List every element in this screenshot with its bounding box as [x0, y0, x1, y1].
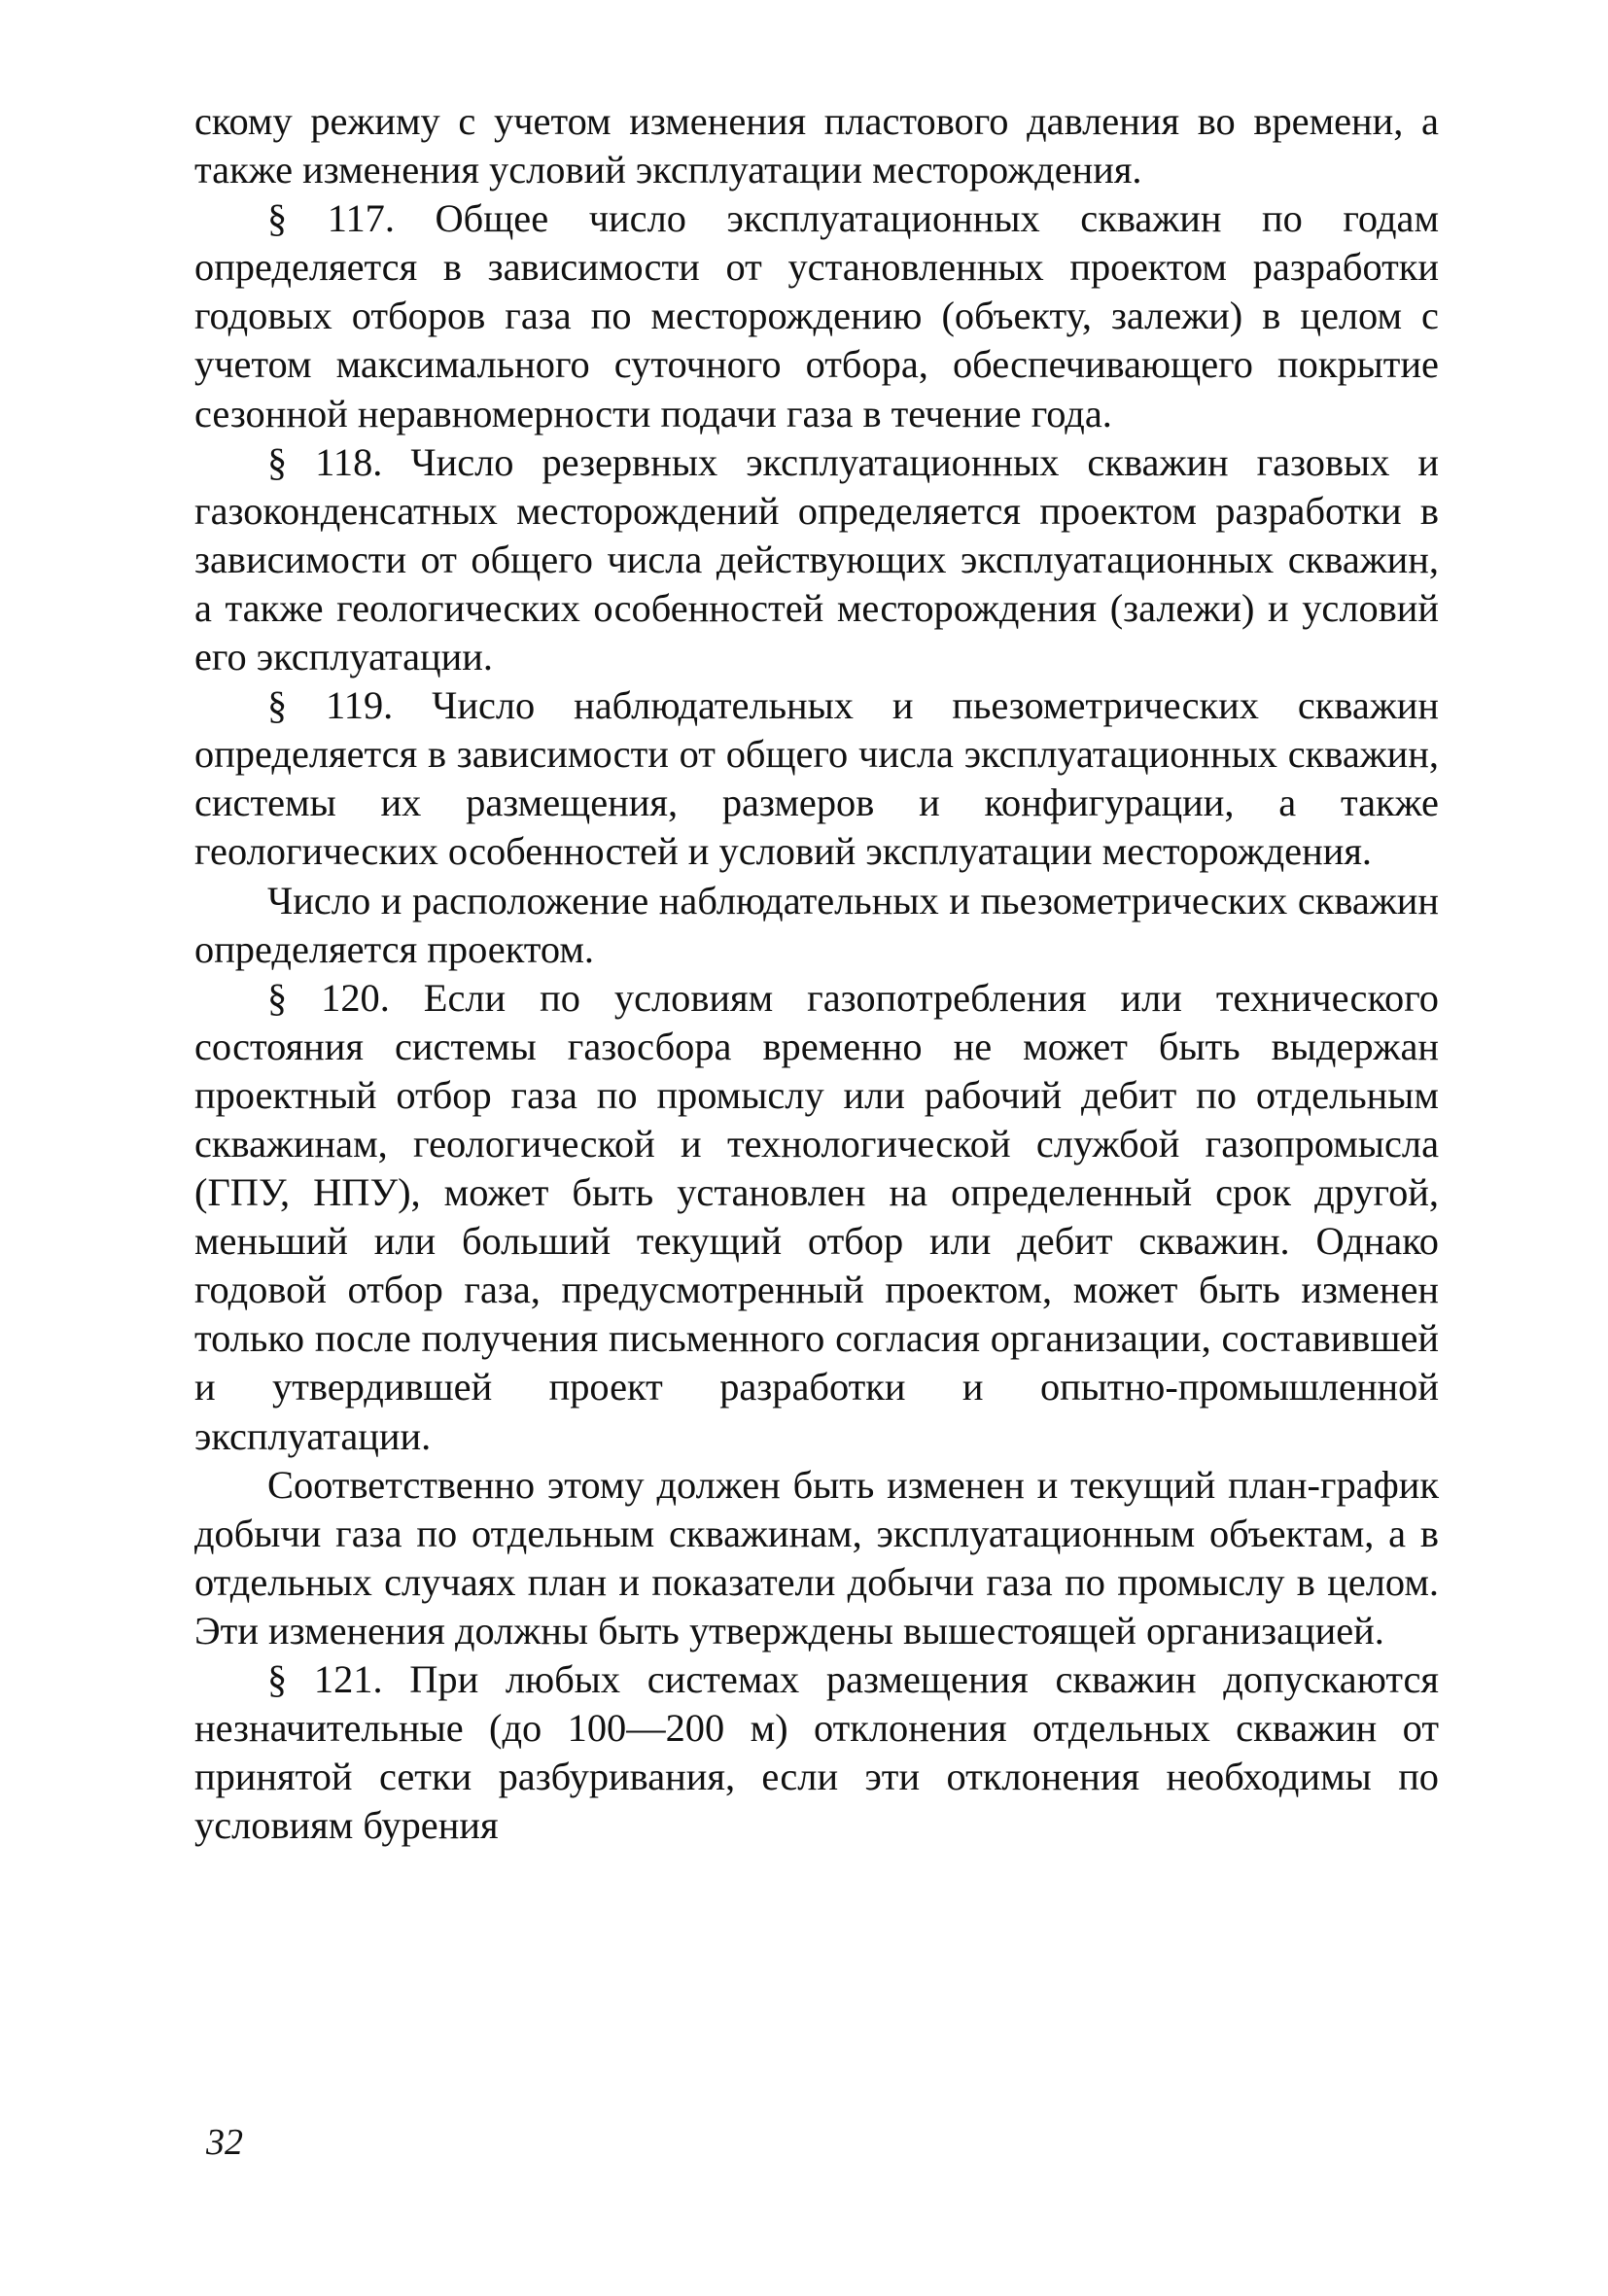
paragraph-120: § 120. Если по условиям газопотребления или технического состояния системы газосбора временно не может быть выдержан проектный отбор газа по промыслу или рабочий дебит по отдельным скважинам, геологической и технологической службой газопромысла (ГПУ, НПУ), может быть установлен на определенный срок другой, меньший или больший текущий отбор или дебит скважин. Однако годовой отбор газа, предусмотренный проектом, может быть изменен только после получения письменного согласия организации, составившей и утвердившей проект разработки и опытно-промышленной эксплуатации. — [194, 975, 1439, 1458]
page-number: 32 — [206, 2122, 243, 2163]
paragraph-continuation: скому режиму с учетом изменения пластового давления во времени, а также изменения условий эксплуатации месторождения. — [194, 99, 1439, 192]
paragraph-observation-wells: Число и расположение наблюдательных и пьезометрических скважин определяется проектом. — [194, 878, 1439, 971]
paragraph-plan-changes: Соответственно этому должен быть изменен и текущий план-график добычи газа по отдельным скважинам, эксплуатационным объектам, а в отдельных случаях план и показатели добычи газа по промыслу в целом. Эти изменения должны быть утверждены вышестоящей организацией. — [194, 1462, 1439, 1652]
paragraph-118: § 118. Число резервных эксплуатационных скважин газовых и газоконденсатных месторождений определяется проектом разработки в зависимости от общего числа действующих эксплуатационных скважин, а также геологических особенностей месторождения (залежи) и условий его эксплуатации. — [194, 439, 1439, 679]
page-body — [194, 97, 1439, 1850]
paragraph-121: § 121. При любых системах размещения скважин допускаются незначительные (до 100—200 м) отклонения отдельных скважин от принятой сетки разбуривания, если эти отклонения необходимы по условиям бурения — [194, 1657, 1439, 1848]
paragraph-117: § 117. Общее число эксплуатационных скважин по годам определяется в зависимости от установленных проектом разработки годовых отборов газа по месторождению (объекту, залежи) в целом с учетом максимального суточного отбора, обеспечивающего покрытие сезонной неравномерности подачи газа в течение года. — [194, 196, 1439, 435]
paragraph-119: § 119. Число наблюдательных и пьезометрических скважин определяется в зависимости от общего числа эксплуатационных скважин, системы их размещения, размеров и конфигурации, а также геологических особенностей и условий эксплуатации месторождения. — [194, 683, 1439, 874]
